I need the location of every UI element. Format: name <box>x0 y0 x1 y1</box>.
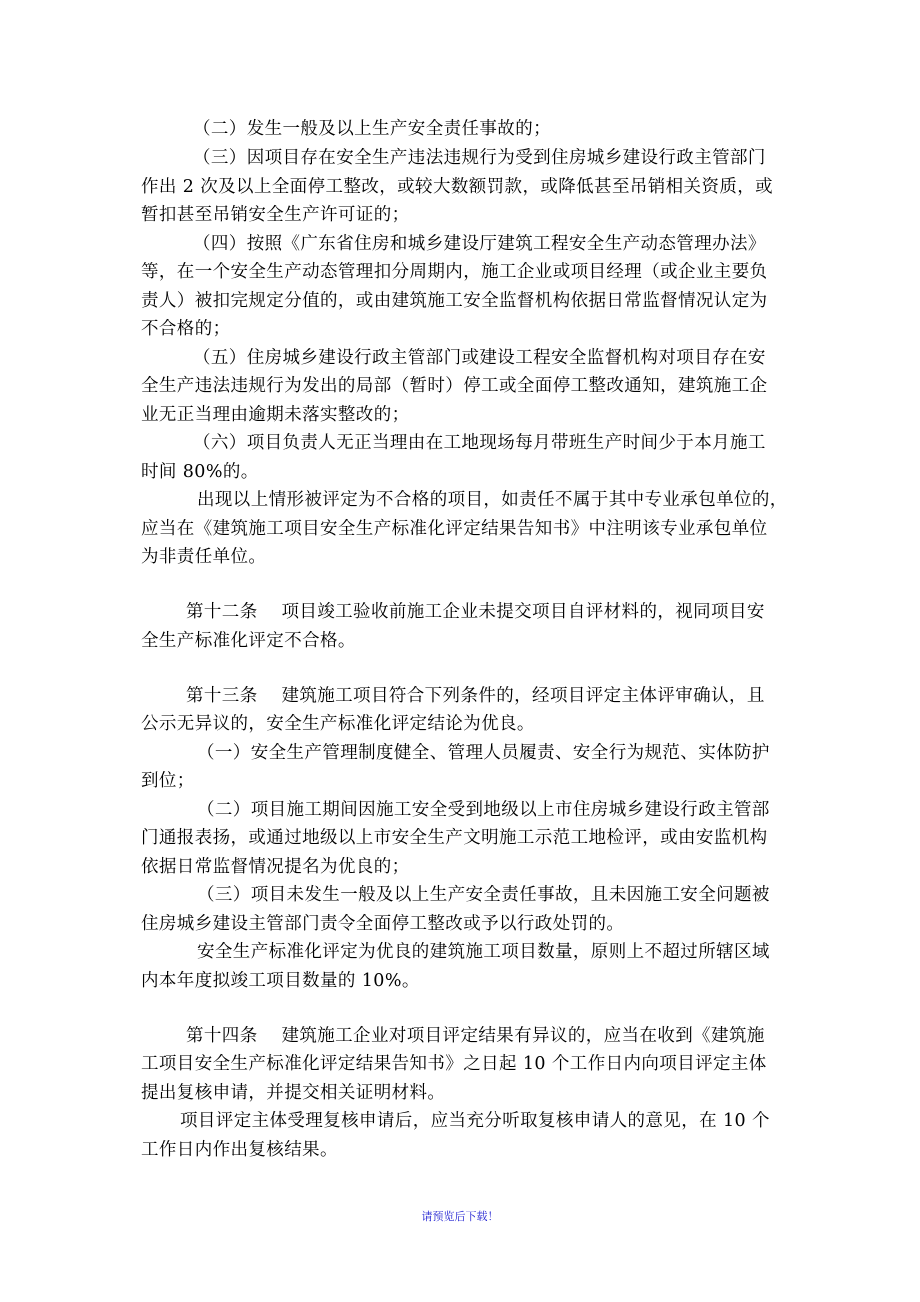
text-line: （三）项目未发生一般及以上生产安全责任事故，且未因施工安全问题被 <box>197 885 770 905</box>
text-line: 工作日内作出复核结果。 <box>141 1140 338 1160</box>
text-line: 内本年度拟竣工项目数量的 10%。 <box>141 971 420 991</box>
text-line: 应当在《建筑施工项目安全生产标准化评定结果告知书》中注明该专业承包单位 <box>141 519 768 539</box>
article-heading: 第十三条 建筑施工项目符合下列条件的，经项目评定主体评审确认，且 <box>186 686 765 706</box>
text-line: （二）项目施工期间因施工安全受到地级以上市住房城乡建设行政主管部 <box>197 800 770 820</box>
text-line: 项目评定主体受理复核申请后，应当充分听取复核申请人的意见，在 10 个 <box>180 1111 770 1131</box>
text-line: 责人）被扣完规定分值的，或由建筑施工安全监督机构依据日常监督情况认定为 <box>141 291 768 311</box>
text-line: （三）因项目存在安全生产违法违规行为受到住房城乡建设行政主管部门 <box>193 148 766 168</box>
text-line: （一）安全生产管理制度健全、管理人员履责、安全行为规范、实体防护 <box>197 743 770 763</box>
text-line: 为非责任单位。 <box>141 547 267 567</box>
text-line: 暂扣甚至吊销安全生产许可证的； <box>141 205 410 225</box>
text-line: （二）发生一般及以上生产安全责任事故的； <box>193 119 551 139</box>
text-line: 门通报表扬，或通过地级以上市安全生产文明施工示范工地检评，或由安监机构 <box>141 828 768 848</box>
text-line: 时间 80%的。 <box>141 462 259 482</box>
download-notice: 请预览后下载！ <box>421 1210 499 1223</box>
text-line: 工项目安全生产标准化评定结果告知书》之日起 10 个工作日内向项目评定主体 <box>141 1054 767 1074</box>
text-line: 依据日常监督情况提名为优良的； <box>141 857 410 877</box>
text-line: （五）住房城乡建设行政主管部门或建设工程安全监督机构对项目存在安 <box>193 348 766 368</box>
text-line: （六）项目负责人无正当理由在工地现场每月带班生产时间少于本月施工 <box>193 433 766 453</box>
text-line: 公示无异议的，安全生产标准化评定结论为优良。 <box>141 714 535 734</box>
text-line: 住房城乡建设主管部门责令全面停工整改或予以行政处罚的。 <box>141 914 625 934</box>
text-line: 等，在一个安全生产动态管理扣分周期内，施工企业或项目经理（或企业主要负 <box>141 262 768 282</box>
text-line: 出现以上情形被评定为不合格的项目，如责任不属于其中专业承包单位的， <box>197 490 788 510</box>
text-line: （四）按照《广东省住房和城乡建设厅建筑工程安全生产动态管理办法》 <box>193 234 766 254</box>
text-line: 提出复核申请，并提交相关证明材料。 <box>141 1083 446 1103</box>
text-line: 全生产标准化评定不合格。 <box>141 631 356 651</box>
article-heading: 第十二条 项目竣工验收前施工企业未提交项目自评材料的，视同项目安 <box>186 602 765 622</box>
article-heading: 第十四条 建筑施工企业对项目评定结果有异议的，应当在收到《建筑施 <box>186 1026 765 1046</box>
text-line: 作出 2 次及以上全面停工整改，或较大数额罚款，或降低甚至吊销相关资质，或 <box>141 177 774 197</box>
text-line: 全生产违法违规行为发出的局部（暂时）停工或全面停工整改通知，建筑施工企 <box>141 376 768 396</box>
text-line: 到位； <box>141 771 195 791</box>
text-line: 不合格的； <box>141 319 231 339</box>
text-line: 安全生产标准化评定为优良的建筑施工项目数量，原则上不超过所辖区域 <box>197 942 770 962</box>
text-line: 业无正当理由逾期未落实整改的； <box>141 405 410 425</box>
